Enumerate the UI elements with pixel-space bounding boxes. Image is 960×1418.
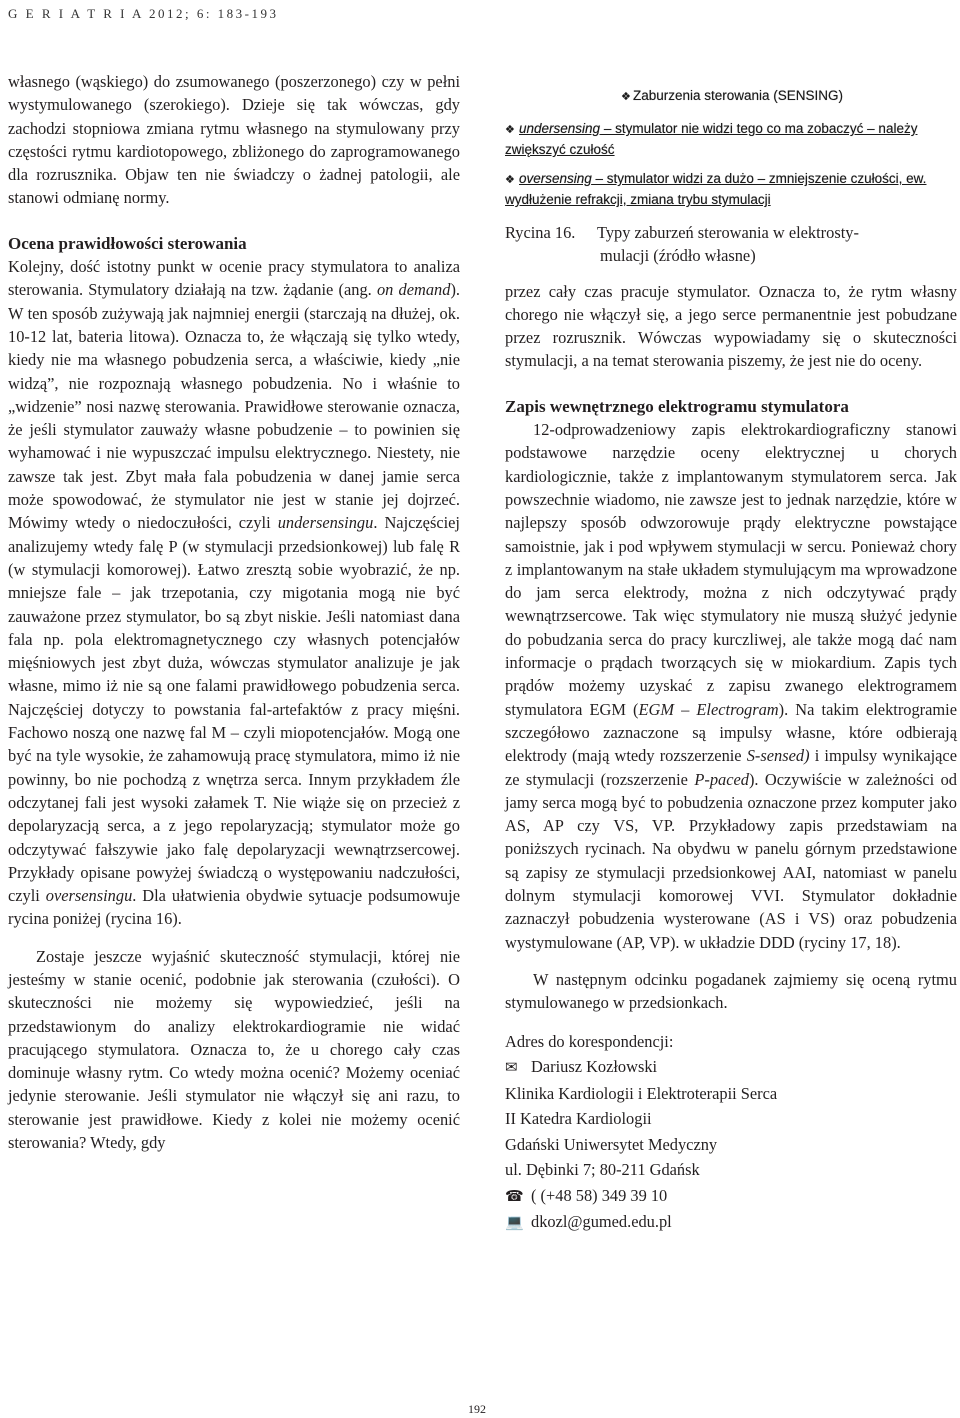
paragraph: Kolejny, dość istotny punkt w ocenie pracy stymulatora to analiza sterowania. Stymulatory działają na tzw. żądanie (ang. on demand). W ten sposób zużywają jak najmniej energii (starczają na dłużej, ok. 10-12 lat, bateria litowa). Oznacza to, że włączają się tylko wtedy, kiedy nie ma własnego pobudzenia serca, a właściwie, kiedy „nie widzą”, nie rozpoznają własnego pobudzenia. No i właśnie to „widzenie” nosi nazwę sterowania. Prawidłowe sterowanie oznacza, że jeśli stymulator zauważy własne pobudzenie – to powinien się wyhamować i nie wypuszczać impulsu elektrycznego. Niestety, nie zawsze tak jest. Zbyt mała fala pobudzenia w danej jamie serca może spowodować, że stymulator nie jest w stanie jej dojrzeć. Mówimy wtedy o niedoczułości, czyli undersensingu. Najczęściej analizujemy wtedy falę P (w stymulacji przedsionkowej) lub falę R (w stymulacji komorowej). Łatwo zresztą sobie wyobrazić, że np. mniejsze fale – jak trzepotania, czy migotania mogą nie być zauważone przez stymulator, bo są zbyt niskie. Jeśli natomiast dana fala np. pola elektromagnetycznego czy własnych potencjałów mięśniowych jest zbyt duża, wówczas stymulator analizuje je jak własne, mimo iż nie są one falami prawidłowego pobudzenia serca. Najczęściej dotyczy to powstania fal-artefaktów z pracy mięśni. Fachowo noszą one nazwę fal M – czyli miopotencjałów. Mogą one być na tyle wysokie, że zahamowują pracę stymulatora, mimo iż nie powinny, bo nie pochodzą z wnętrza serca. Innym przykładem źle odczytanej fali jest wysoki załamek T. Nie wiąże się on przecież z depolaryzacją serca, a z jego repolaryzacją; stymulator może go odczytywać fałszywie jako falę depolaryzacji wewnątrzsercowej. Przykłady opisane powyżej świadczą o występowaniu nadczułości, czyli oversensingu. Dla ułatwienia obydwie sytuacje podsumowuje rycina poniżej (rycina 16). — [8, 257, 461, 929]
contact-line: Klinika Kardiologii i Elektroterapii Serca — [505, 1083, 778, 1103]
section-title: Zapis wewnętrznego elektrogramu stymulatora — [505, 396, 849, 416]
paragraph: Zostaje jeszcze wyjaśnić skuteczność stymulacji, której nie jesteśmy w stanie ocenić, podobnie jak sterowania (czułości). O skuteczności nie możemy się wypowiedzieć, jeśli na przedstawionym do analizy elektrokardiogramie nie widać pracującego stymulatora. Oznacza to, że u chorego cały czas dominuje własny rytm. Co wtedy można ocenić? Możemy oceniać jedynie sterowanie. Jeśli stymulator nie włączył się ani razu, to sterowanie jest prawidłowe. Kiedy z kolei nie możemy ocenić sterowania? Wtedy, gdy — [8, 946, 460, 1153]
contact-heading: Adres do korespondencji: — [505, 1031, 674, 1051]
paragraph: 12-odprowadzeniowy zapis elektrokardiograficzny stanowi podstawowe narzędzie oceny elektrycznej u chorych kardiologicznie, także z implantowanym stymulatorem serca. Jak powszechnie wiadomo, nie zawsze jest to jednak narzędzie, które w najlepszy sposób odwzorowuje prądy elektryczne powstające samoistnie, jak i pod wpływem stymulacji w sercu. Ponieważ chory z implantowanym na stałe układem stymulującym ma wprowadzone do jam serca elektrody, można z nich odczytywać prądy wewnątrzsercowe. Tak więc stymulatory nie muszą służyć jedynie do pobudzania serca do pracy kurczliwej, ale także mogą dać nam informacje o prądach tworzących się w miokardium. Zapis tych prądów możemy uzyskać z zapisu zwanego elektrogramem stymulatora EGM (EGM – Electrogram). Na takim elektrogramie szczegółowo zaznaczone są impulsy własne, które odbierają elektrody (mają wtedy rozszerzenie S-sensed) i impulsy wynikające ze stymulacji (rozszerzenie P-paced). Oczywiście w zależności od jamy serca mogą być to pobudzenia oznaczone przez komputer jako AS, AP czy VS, VP. Przykładowy zapis przedstawiam na poniższych rycinach. Na obydwu w panelu górnym przedstawione są zapisy ze stymulacji przedsionkowej AAI, natomiast w panelu dolnym stymulacji komorowej VVI. Stymulator dokładnie zaznaczył pobudzenia wysterowane (AS i VS) oraz pobudzenia wystymulowane (AP, VP). w układzie DDD (ryciny 17, 18). — [505, 420, 957, 952]
phone-icon: ☎ — [505, 1186, 524, 1205]
contact-email[interactable]: 💻 dkozl@gumed.edu.pl — [505, 1209, 957, 1236]
figure-item: ❖ oversensing – stymulator widzi za dużo – zmniejszenie czułości, ew. wydłużenie refrakcji, zmiana trybu stymulacji — [505, 171, 927, 207]
diamond-bullet-icon: ❖ — [621, 91, 631, 103]
paragraph: własnego (wąskiego) do zsumowanego (poszerzonego) czy w pełni wystymulowanego (szerokiego). Dzieje się tak wówczas, gdy zachodzi stopniowa zmiana rytmu własnego na stymulowany przy częstości rytmu kardiotopowego, zbliżonego do zaprogramowanego dla rozrusznika. Objaw ten nie świadczy o żadnej patologii, ale stanowi odmianę normy. — [8, 72, 460, 208]
correspondence-address — [505, 1029, 957, 1236]
diamond-bullet-icon: ❖ — [505, 124, 515, 136]
right-column — [505, 86, 957, 1236]
contact-line: II Katedra Kardiologii — [505, 1109, 652, 1128]
section-title: Ocena prawidłowości sterowania — [8, 233, 247, 253]
paragraph: W następnym odcinku pogadanek zajmiemy się oceną rytmu stymulowanego w przedsionkach. — [505, 969, 957, 1013]
figure-caption: Rycina 16. Typy zaburzeń sterowania w elektrosty- mulacji (źródło własne) — [505, 223, 859, 266]
running-head: G E R I A T R I A 2012; 6: 183-193 — [8, 6, 279, 21]
left-column — [8, 70, 460, 1154]
figure-title: ❖ Zaburzenia sterowania (SENSING) — [505, 86, 957, 107]
contact-line: Gdański Uniwersytet Medyczny — [505, 1134, 718, 1154]
figure-item: ❖ undersensing – stymulator nie widzi tego co ma zobaczyć – należy zwiększyć czułość — [505, 121, 918, 157]
computer-icon: 💻 — [505, 1213, 524, 1231]
paragraph: przez cały czas pracuje stymulator. Oznacza to, że rytm własny chorego nie włączył się, a jego serce permanentnie jest pobudzane przez rozrusznik. Wówczas wypowiadamy się o skuteczności stymulacji, a na temat sterowania piszemy, że jest nie do oceny. — [505, 281, 957, 371]
mail-icon: ✉ — [505, 1058, 518, 1076]
diamond-bullet-icon: ❖ — [505, 174, 515, 186]
page-number: 192 — [468, 1402, 486, 1416]
contact-phone: ☎ ( (+48 58) 349 39 10 — [505, 1183, 957, 1210]
figure-16 — [505, 86, 957, 209]
contact-name: ✉ Dariusz Kozłowski — [505, 1054, 957, 1081]
contact-line: ul. Dębinki 7; 80-211 Gdańsk — [505, 1160, 700, 1179]
